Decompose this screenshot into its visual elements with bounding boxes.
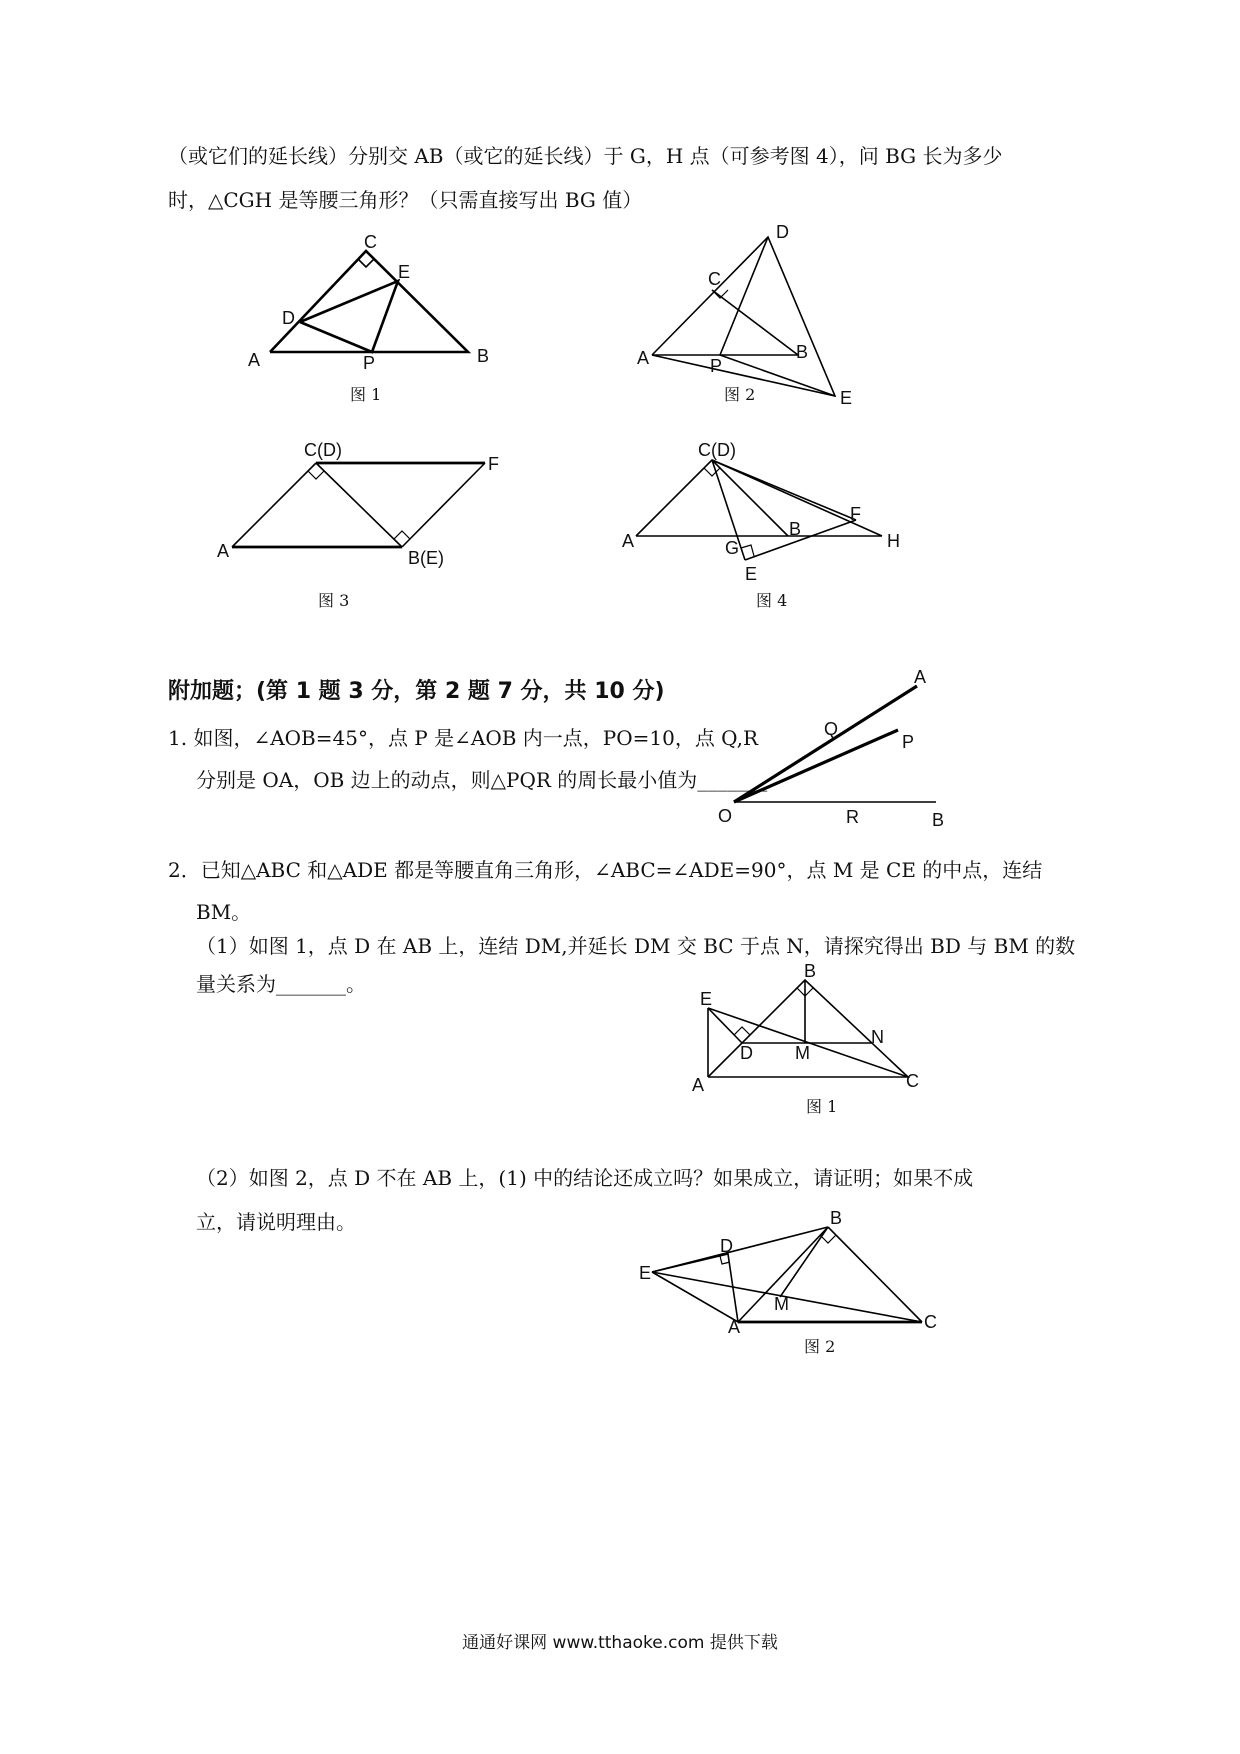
page-footer: 通通好课网 www.tthaoke.com 提供下载: [462, 1633, 778, 1653]
q2f1-label-d: D: [740, 1043, 753, 1063]
figure-1: [240, 226, 520, 416]
figure-2: [630, 220, 860, 410]
fig1-label-d: D: [282, 308, 295, 328]
q2f1-label-a: A: [692, 1075, 705, 1095]
fig2-label-a: A: [637, 348, 650, 368]
fig1-caption: 图 1: [350, 385, 382, 404]
q1-line-1: 1. 如图，∠AOB=45°，点 P 是∠AOB 内一点，PO=10，点 Q,R: [168, 726, 758, 750]
figure-3: [210, 436, 520, 616]
figure-4: [615, 436, 905, 616]
fig4-label-f: F: [850, 504, 861, 524]
q2-line-1: 2．已知△ABC 和△ADE 都是等腰直角三角形，∠ABC=∠ADE=90°，点 M 是 CE 的中点，连结: [168, 858, 1043, 882]
q2f1-label-e: E: [700, 989, 713, 1009]
q2f2-label-e: E: [639, 1263, 652, 1283]
fig1-label-b: B: [477, 346, 490, 366]
q1-label-q: Q: [824, 719, 839, 739]
q2-figure-1: [690, 961, 930, 1120]
fig4-label-h: H: [887, 531, 900, 551]
q2-part2-line-1: （2）如图 2，点 D 不在 AB 上，(1) 中的结论还成立吗？如果成立，请证明；如果不成: [196, 1166, 974, 1190]
fig2-label-d: D: [776, 222, 789, 242]
q2-part2-line-2: 立，请说明理由。: [196, 1210, 356, 1234]
q2f1-label-c: C: [906, 1071, 919, 1091]
fig1-label-c: C: [364, 232, 377, 252]
fig4-label-a: A: [622, 531, 635, 551]
q1-angle-figure: [710, 668, 955, 833]
q2f2-label-c: C: [924, 1312, 937, 1332]
fig1-label-p: P: [363, 353, 376, 373]
q2f1-label-b: B: [804, 961, 817, 981]
q2-part1-line-1: （1）如图 1，点 D 在 AB 上，连结 DM,并延长 DM 交 BC 于点 N，请探究得出 BD 与 BM 的数: [196, 934, 1076, 958]
q2-part1-line-2: 量关系为_______。: [196, 972, 366, 996]
bonus-heading: 附加题；(第 1 题 3 分，第 2 题 7 分，共 10 分): [168, 679, 665, 704]
q1-line-2: 分别是 OA，OB 边上的动点，则△PQR 的周长最小值为_______.: [196, 768, 774, 792]
fig4-label-g: G: [725, 538, 740, 558]
q2-line-2: BM。: [196, 900, 252, 924]
q2f2-label-m: M: [774, 1294, 789, 1314]
fig1-label-a: A: [248, 350, 261, 370]
fig3-label-cd: C(D): [304, 440, 342, 460]
fig4-caption: 图 4: [756, 591, 788, 610]
fig2-label-p: P: [710, 356, 723, 376]
fig3-label-be: B(E): [408, 548, 444, 568]
q1-label-b: B: [932, 810, 945, 830]
fig2-label-c: C: [708, 269, 721, 289]
q2f2-label-b: B: [830, 1208, 843, 1228]
fig4-label-b: B: [789, 519, 802, 539]
q1-label-a: A: [914, 667, 927, 687]
q1-label-p: P: [902, 732, 915, 752]
fig1-label-e: E: [398, 262, 411, 282]
fig3-caption: 图 3: [318, 591, 350, 610]
fig4-label-cd: C(D): [698, 440, 736, 460]
q1-label-o: O: [718, 806, 733, 826]
q2f1-label-m: M: [795, 1043, 810, 1063]
fig3-label-a: A: [217, 541, 230, 561]
fig3-label-f: F: [488, 454, 499, 474]
fig2-label-b: B: [796, 342, 809, 362]
q2f2-label-a: A: [728, 1317, 741, 1337]
q2f1-label-n: N: [871, 1027, 884, 1047]
q2f2-caption: 图 2: [804, 1337, 836, 1356]
q2f1-caption: 图 1: [806, 1097, 838, 1116]
q2-figure-2: [630, 1205, 950, 1360]
fig4-label-e: E: [745, 564, 758, 584]
q2f2-label-d: D: [720, 1236, 733, 1256]
intro-line-2: 时，△CGH 是等腰三角形？（只需直接写出 BG 值）: [168, 188, 643, 212]
fig2-caption: 图 2: [724, 385, 756, 404]
q1-label-r: R: [846, 807, 859, 827]
fig2-label-e: E: [840, 388, 853, 408]
intro-line-1: （或它们的延长线）分别交 AB（或它的延长线）于 G，H 点（可参考图 4），问 BG 长为多少: [168, 144, 1003, 168]
